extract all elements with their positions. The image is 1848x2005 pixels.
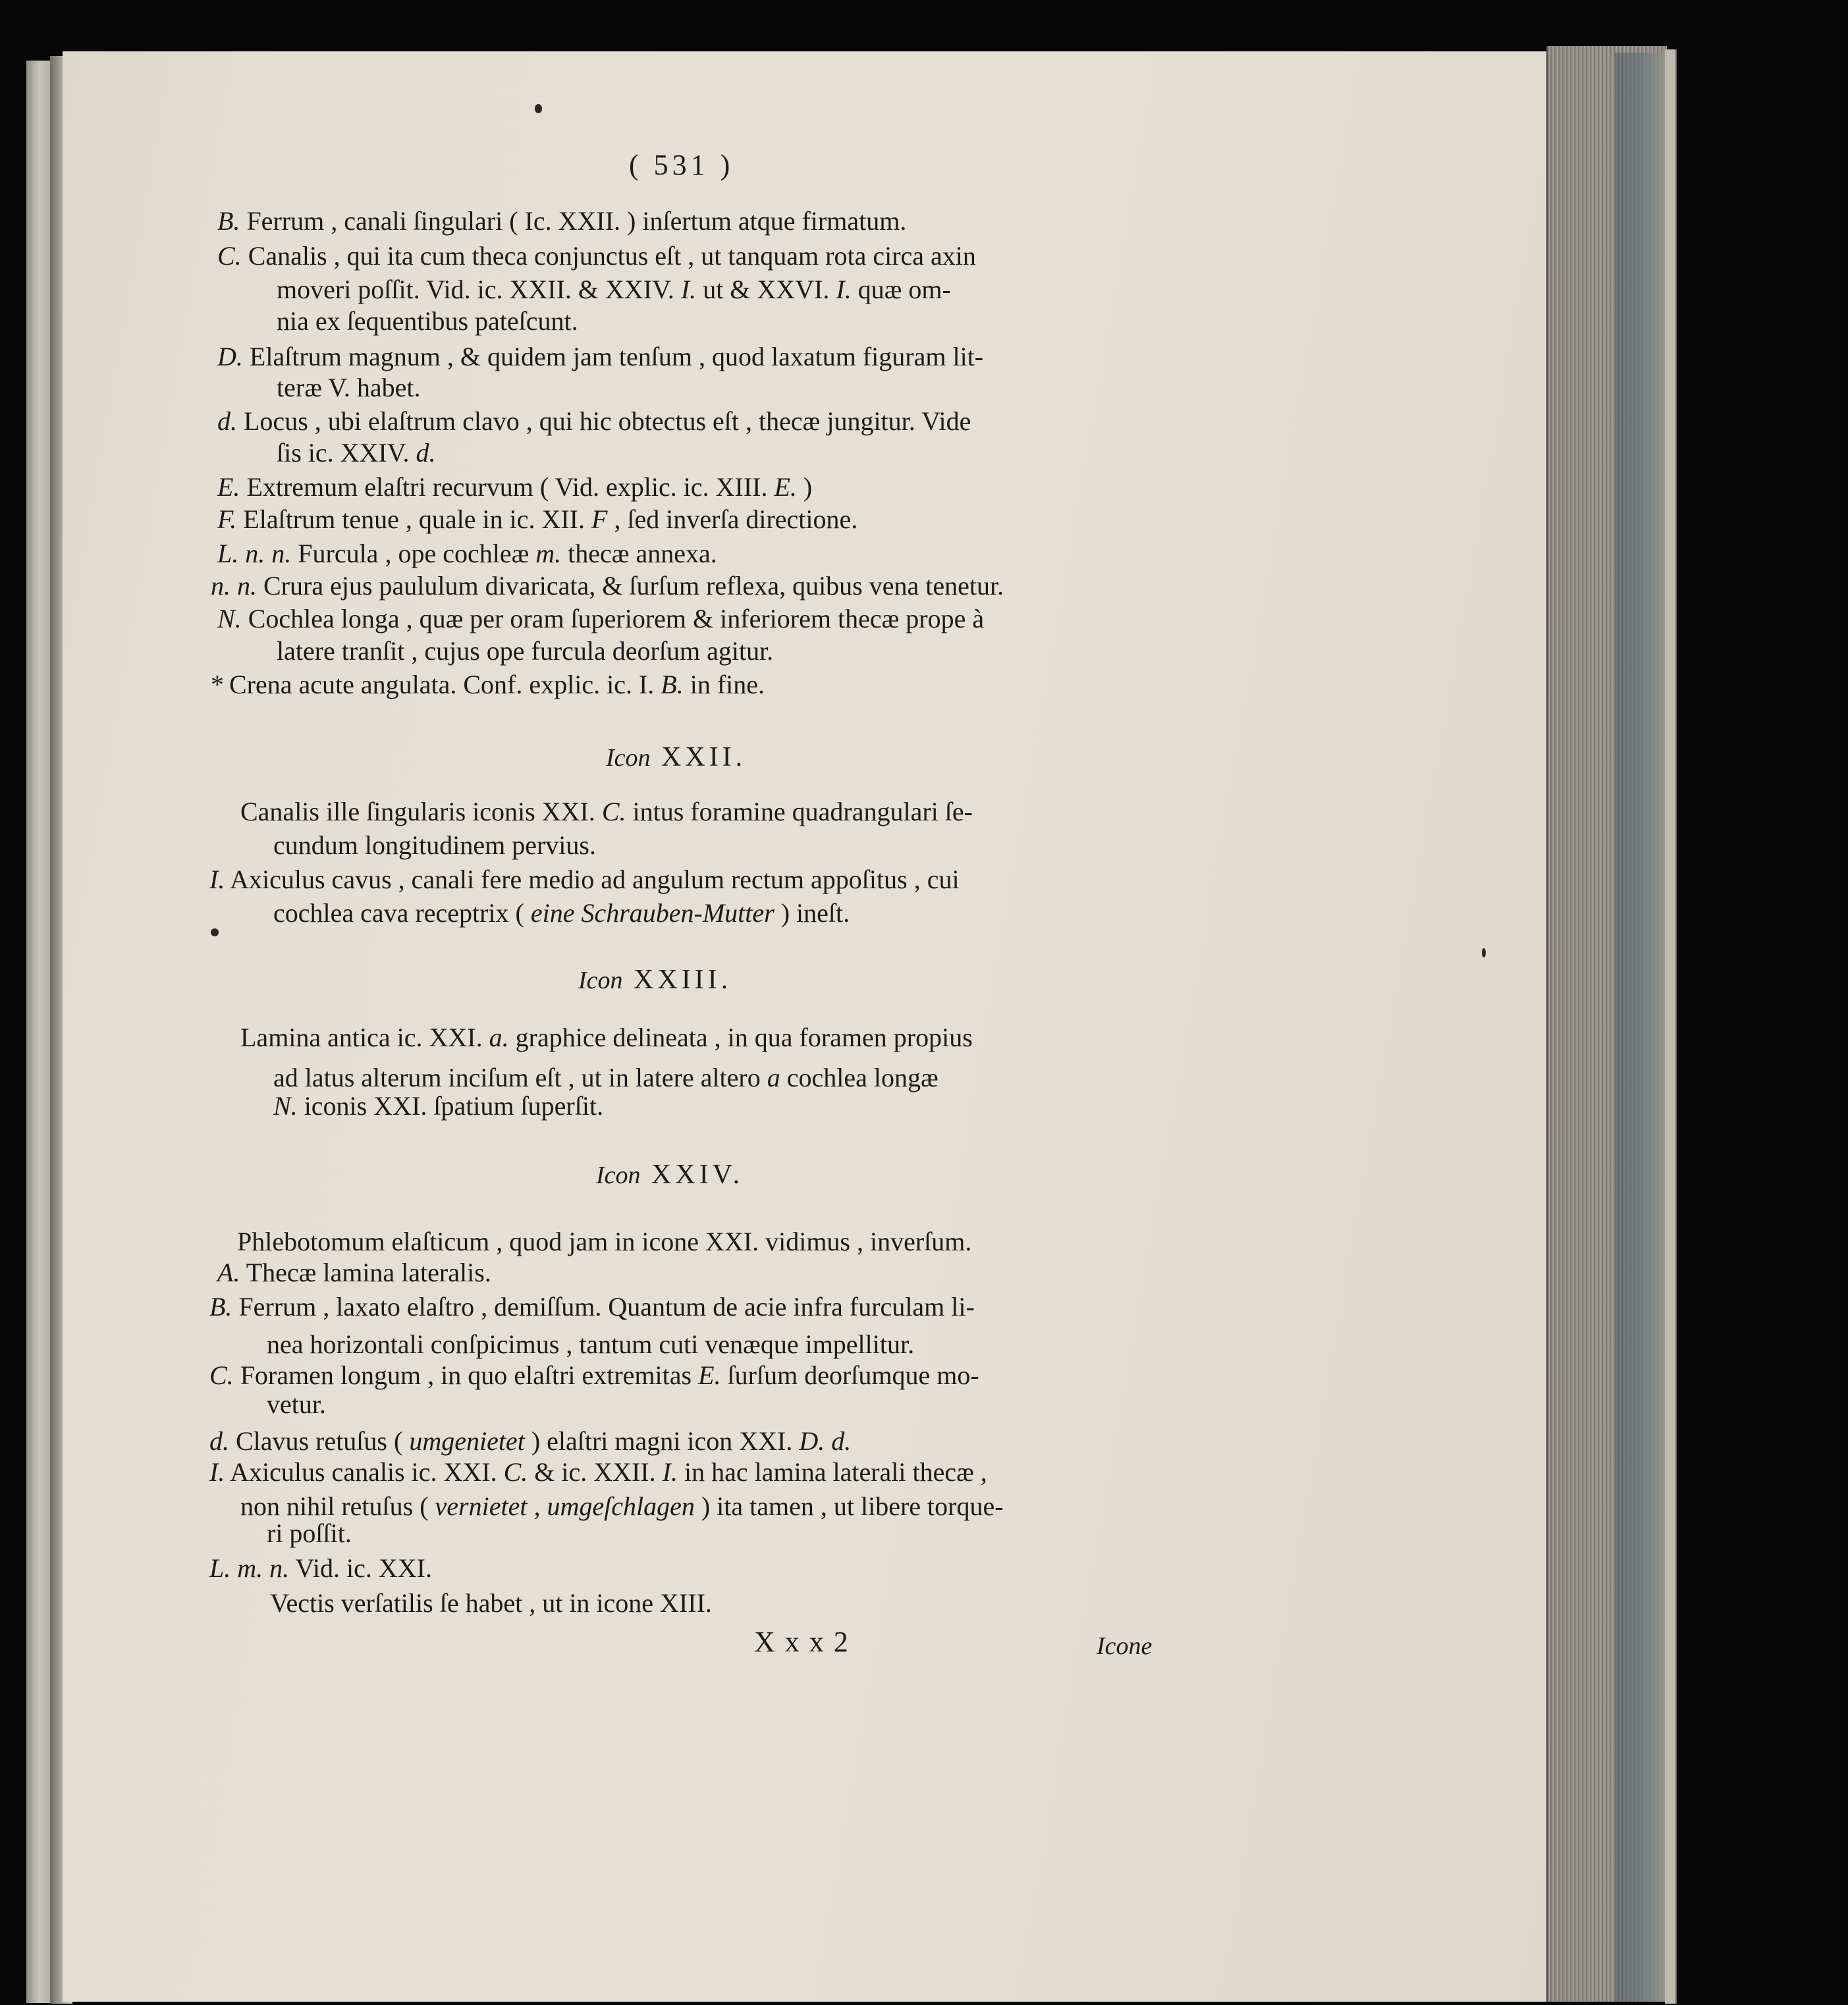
text-line: cochlea cava receptrix ( eine Schrauben-Mutter ) ineſt.	[273, 898, 850, 928]
text-line: ſis ic. XXIV. d.	[277, 438, 436, 468]
line-label: I.	[209, 865, 225, 894]
line-label: A.	[217, 1258, 240, 1287]
line-label: L. n. n.	[217, 539, 292, 568]
line-label: E.	[217, 472, 240, 502]
text-line: C. Canalis , qui ita cum theca conjunctus eſt , ut tanquam rota circa axin	[217, 241, 976, 271]
text-line: Lamina antica ic. XXI. a. graphice delineata , in qua foramen propius	[240, 1023, 973, 1052]
text-line: ad latus alterum inciſum eſt , ut in latere altero a cochlea longæ	[273, 1063, 938, 1092]
line-label: L. m. n.	[209, 1553, 290, 1583]
line-label: N.	[273, 1091, 298, 1121]
text-line: teræ V. habet.	[277, 373, 421, 402]
line-label: B.	[209, 1292, 232, 1322]
text-line: Vectis verſatilis ſe habet , ut in icone XIII.	[270, 1588, 712, 1618]
line-label: N.	[217, 604, 242, 633]
text-line: d. Clavus retuſus ( umgenietet ) elaſtri magni icon XXI. D. d.	[209, 1426, 852, 1456]
text-line: n. n. Crura ejus paululum divaricata, & ſurſum reflexa, quibus vena tenetur.	[211, 571, 1004, 601]
text-line: * Crena acute angulata. Conf. explic. ic. I. B. in fine.	[209, 670, 765, 699]
section-heading: Icon XXIII.	[578, 965, 732, 995]
section-heading: Icon XXII.	[606, 742, 747, 772]
text-line: B. Ferrum , laxato elaſtro , demiſſum. Quantum de acie infra furculam li-	[209, 1292, 975, 1322]
text-line: B. Ferrum , canali ſingulari ( Ic. XXII. ) inſertum atque firmatum.	[217, 206, 907, 236]
text-line: ri poſſit.	[267, 1518, 352, 1548]
line-label: I.	[209, 1457, 225, 1487]
text-line: cundum longitudinem pervius.	[273, 830, 596, 860]
ink-spot	[1482, 948, 1486, 957]
text-line: N. Cochlea longa , quæ per oram ſuperiorem & inferiorem thecæ prope à	[217, 604, 985, 633]
text-line: E. Extremum elaſtri recurvum ( Vid. explic. ic. XIII. E. )	[217, 472, 813, 502]
text-line: Phlebotomum elaſticum , quod jam in icone XXI. vidimus , inverſum.	[237, 1227, 972, 1256]
line-label: d.	[217, 406, 237, 436]
text-line: Canalis ille ſingularis iconis XXI. C. intus foramine quadrangulari ſe-	[240, 797, 973, 826]
line-label: F.	[217, 504, 237, 534]
text-line: L. m. n. Vid. ic. XXI.	[209, 1553, 432, 1583]
text-line: nia ex ſequentibus pateſcunt.	[277, 306, 578, 336]
text-line: F. Elaſtrum tenue , quale in ic. XII. F , ſed inverſa directione.	[217, 504, 858, 534]
text-line: I. Axiculus canalis ic. XXI. C. & ic. XXII. I. in hac lamina laterali thecæ ,	[209, 1457, 987, 1487]
signature-mark: X x x 2	[754, 1626, 850, 1658]
line-label: d.	[209, 1426, 229, 1456]
ink-spot	[535, 104, 542, 113]
line-label: C.	[209, 1360, 234, 1390]
text-line: latere tranſit , cujus ope furcula deorſum agitur.	[277, 636, 774, 666]
text-line: nea horizontali conſpicimus , tantum cuti venæque impellitur.	[267, 1329, 915, 1359]
text-line: L. n. n. Furcula , ope cochleæ m. thecæ annexa.	[217, 539, 717, 568]
text-line: moveri poſſit. Vid. ic. XXII. & XXIV. I. ut & XXVI. I. quæ om-	[277, 275, 951, 304]
line-label: *	[209, 670, 223, 699]
text-line: non nihil retuſus ( vernietet , umgeſchlagen ) ita tamen , ut libere torque-	[240, 1491, 1004, 1521]
text-line: N. iconis XXI. ſpatium ſuperſit.	[273, 1091, 604, 1121]
line-label: D.	[217, 342, 243, 371]
text-line: I. Axiculus cavus , canali fere medio ad angulum rectum appoſitus , cui	[209, 865, 960, 894]
text-line: d. Locus , ubi elaſtrum clavo , qui hic obtectus eſt , thecæ jungitur. Vide	[217, 406, 971, 436]
line-label: C.	[217, 241, 242, 271]
text-line: C. Foramen longum , in quo elaſtri extremitas E. ſurſum deorſumque mo-	[209, 1360, 979, 1390]
line-label: n. n.	[211, 571, 257, 601]
section-heading: Icon XXIV.	[596, 1160, 744, 1190]
ink-spot	[211, 928, 219, 936]
text-line: D. Elaſtrum magnum , & quidem jam tenſum , quod laxatum figuram lit-	[217, 342, 984, 371]
text-line: vetur.	[267, 1389, 326, 1419]
catchword: Icone	[1097, 1632, 1153, 1660]
line-label: B.	[217, 206, 240, 236]
text-line: A. Thecæ lamina lateralis.	[217, 1258, 491, 1287]
page-number: ( 531 )	[629, 149, 734, 181]
